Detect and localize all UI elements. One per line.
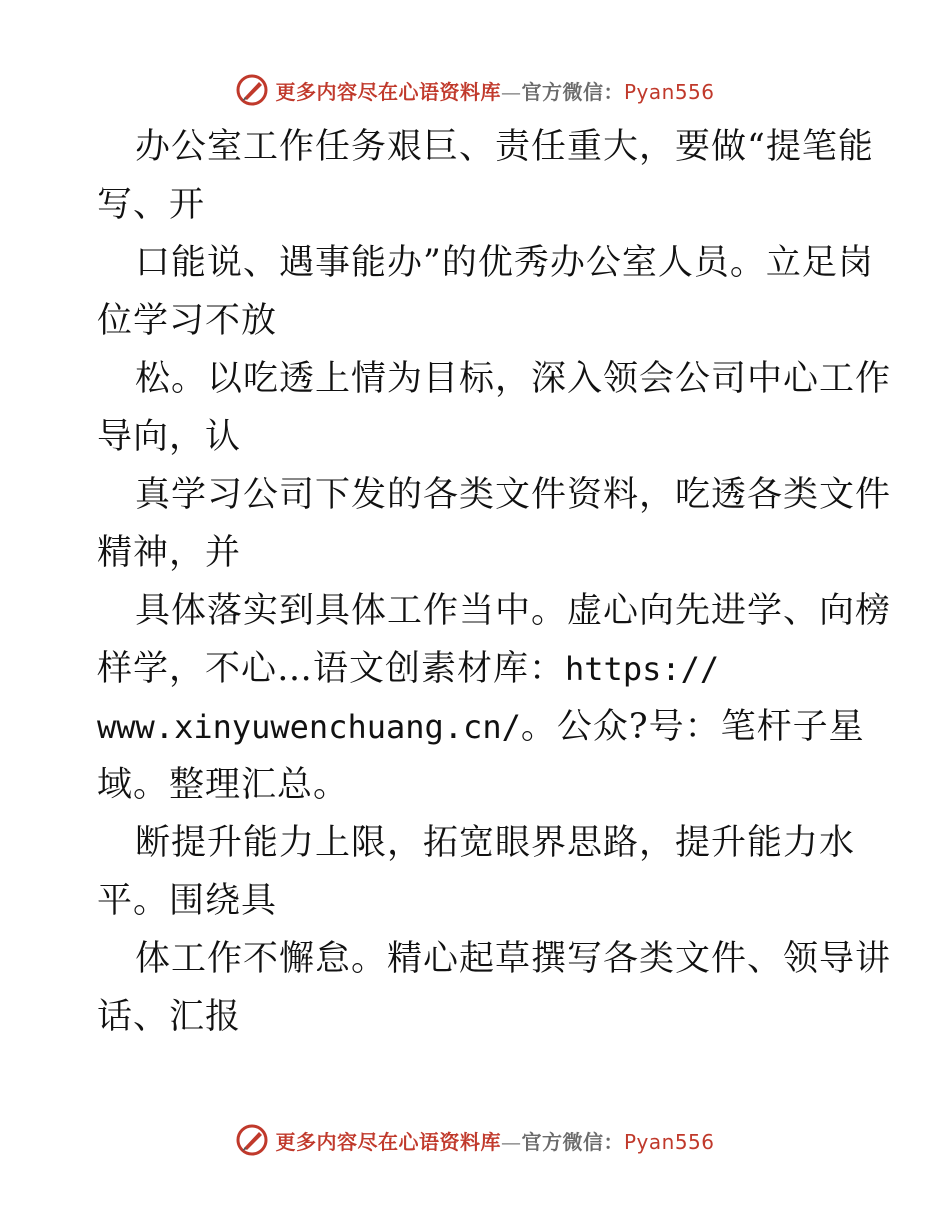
- paragraph-line: 话、汇报: [97, 997, 242, 1037]
- watermark-main: 更多内容尽在心语资料库: [275, 79, 501, 104]
- paragraph-line: [97, 640, 719, 698]
- line-text: 。公众?号：笔杆子星: [520, 707, 865, 747]
- feather-pen-seal-icon: [235, 73, 269, 107]
- paragraph-line: 导向，认: [97, 417, 242, 457]
- watermark-separator: —: [500, 79, 522, 104]
- line-text: 样学，不心…语文创素材库：: [97, 649, 566, 689]
- paragraph-line: 平。围绕具: [97, 881, 278, 921]
- paragraph-line: 精神，并: [97, 533, 242, 573]
- feather-pen-seal-icon: [235, 1123, 269, 1157]
- watermark-text: [275, 1126, 714, 1155]
- watermark-main: 更多内容尽在心语资料库: [275, 1129, 501, 1154]
- paragraph-line: [97, 698, 865, 756]
- url-fragment: www.xinyuwenchuang.cn/: [97, 708, 521, 746]
- watermark-group: [235, 1123, 714, 1157]
- watermark-sub: 官方微信：: [521, 79, 624, 104]
- paragraph-line: 域。整理汇总。: [97, 765, 350, 805]
- paragraph-line: 松。以吃透上情为目标，深入领会公司中心工作: [135, 359, 892, 399]
- footer-watermark: [0, 1118, 950, 1162]
- url-fragment: https://: [565, 650, 720, 688]
- watermark-sub: 官方微信：: [521, 1129, 624, 1154]
- watermark-text: [275, 76, 714, 105]
- paragraph-line: 断提升能力上限，拓宽眼界思路，提升能力水: [135, 823, 856, 863]
- paragraph-line: 真学习公司下发的各类文件资料，吃透各类文件: [135, 475, 892, 515]
- watermark-separator: —: [500, 1129, 522, 1154]
- watermark-group: [235, 73, 714, 107]
- paragraph-line: 位学习不放: [97, 301, 278, 341]
- paragraph-line: 体工作不懈怠。精心起草撰写各类文件、领导讲: [135, 939, 892, 979]
- paragraph-line: 办公室工作任务艰巨、责任重大，要做“提笔能: [135, 127, 874, 167]
- paragraph-line: 具体落实到具体工作当中。虚心向先进学、向榜: [135, 591, 892, 631]
- watermark-wechat-id: Pyan556: [623, 1129, 715, 1154]
- watermark-wechat-id: Pyan556: [623, 79, 715, 104]
- paragraph-line: 写、开: [97, 185, 206, 225]
- header-watermark: [0, 68, 950, 112]
- paragraph-line: 口能说、遇事能办”的优秀办公室人员。立足岗: [135, 243, 874, 283]
